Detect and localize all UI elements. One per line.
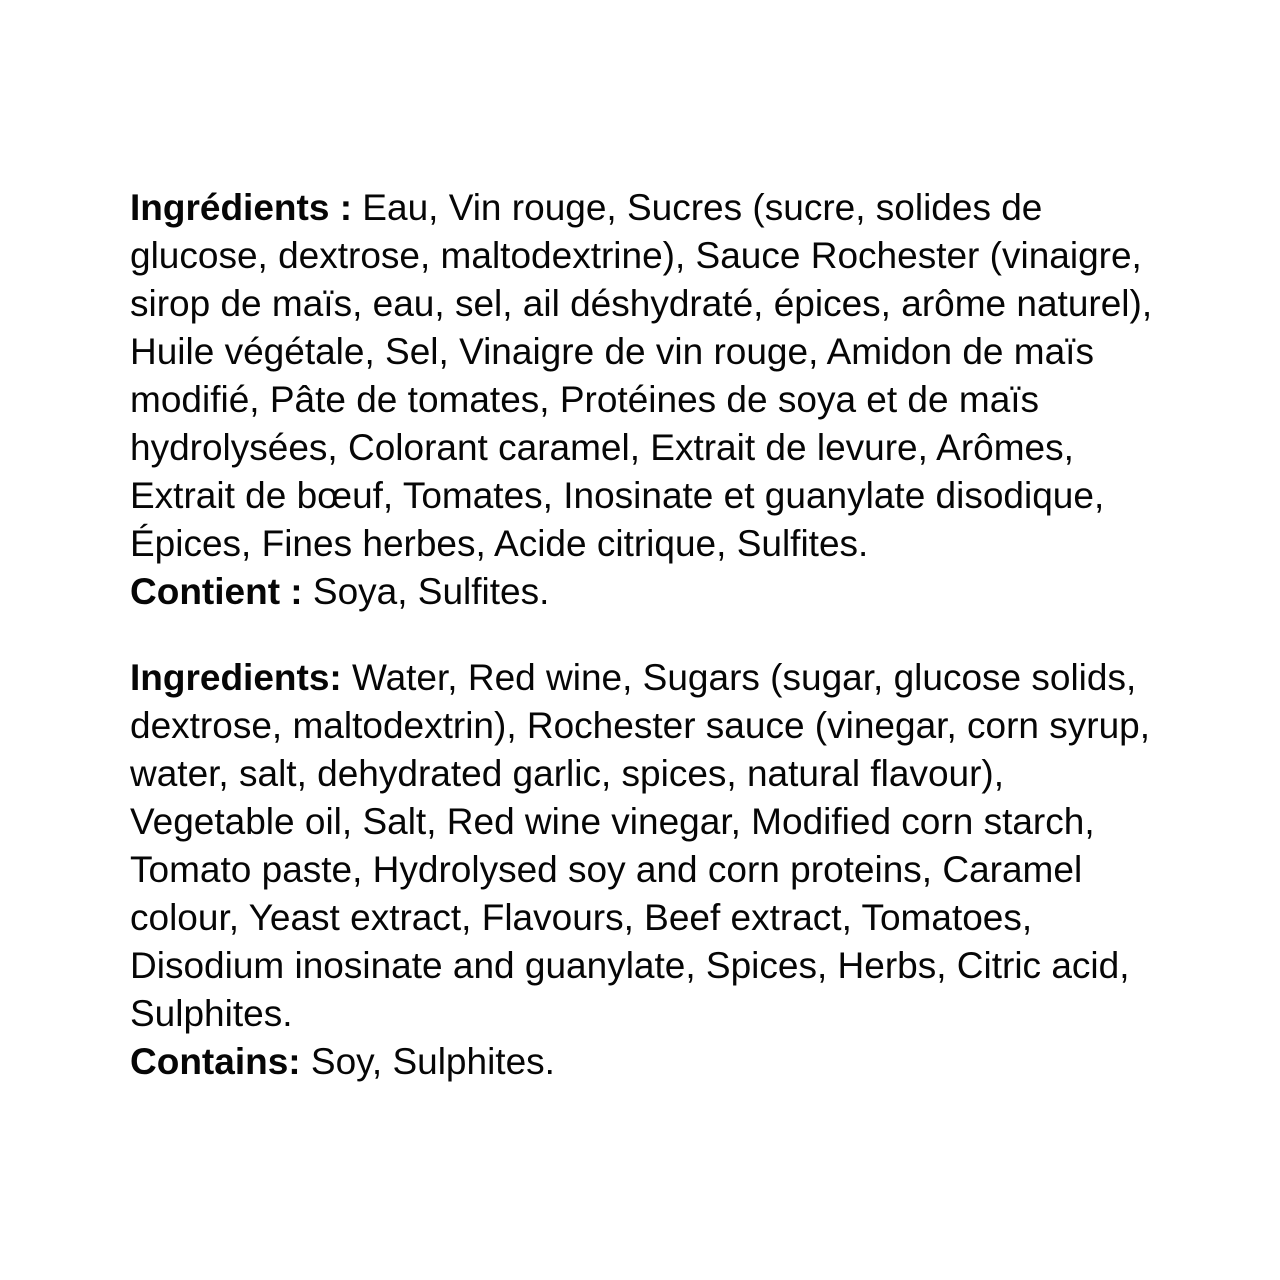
english-contains-heading: Contains: bbox=[130, 1041, 301, 1082]
french-contains-heading: Contient : bbox=[130, 571, 303, 612]
english-ingredients-text: Water, Red wine, Sugars (sugar, glucose solids, dextrose, maltodextrin), Rochester sauce (vinegar, corn syrup, water, salt, dehydrated garlic, spices, natural flavour), Vegetable oil, Salt, Red wine vinegar, Modified corn starch, Tomato paste, Hydrolysed soy and corn proteins, Caramel colour, Yeast extract, Flavours, Beef extract, Tomatoes, Disodium inosinate and guanylate, Spices, Herbs, Citric acid, Sulphites. bbox=[130, 657, 1151, 1034]
english-contains-text: Soy, Sulphites. bbox=[300, 1041, 555, 1082]
english-contains-line bbox=[130, 1038, 1155, 1086]
french-ingredients-paragraph bbox=[130, 184, 1155, 568]
french-contains-line bbox=[130, 568, 1155, 616]
english-ingredients-heading: Ingredients: bbox=[130, 657, 342, 698]
french-ingredients-heading: Ingrédients : bbox=[130, 187, 353, 228]
english-ingredients-paragraph bbox=[130, 654, 1155, 1038]
ingredient-label bbox=[130, 184, 1155, 1086]
french-contains-text: Soya, Sulfites. bbox=[302, 571, 550, 612]
french-ingredients-text: Eau, Vin rouge, Sucres (sucre, solides de glucose, dextrose, maltodextrine), Sauce Rochester (vinaigre, sirop de maïs, eau, sel, ail déshydraté, épices, arôme naturel), Huile végétale, Sel, Vinaigre de vin rouge, Amidon de maïs modifié, Pâte de tomates, Protéines de soya et de maïs hydrolysées, Colorant caramel, Extrait de levure, Arômes, Extrait de bœuf, Tomates, Inosinate et guanylate disodique, Épices, Fines herbes, Acide citrique, Sulfites. bbox=[130, 187, 1153, 564]
